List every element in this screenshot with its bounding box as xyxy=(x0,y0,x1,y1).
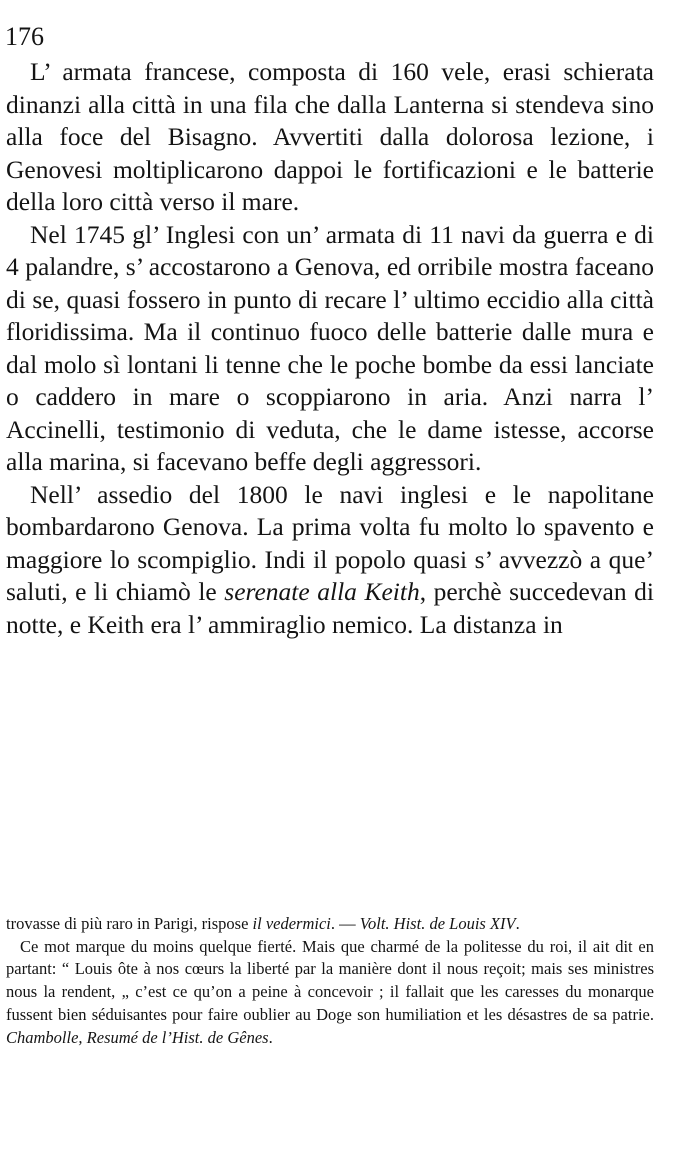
italic-phrase: serenate alla Keith xyxy=(224,577,420,606)
footnote-text: . xyxy=(268,1027,273,1047)
footnote-italic: il vedermici xyxy=(252,914,331,933)
paragraph-text: Nell’ assedio del 1800 le navi inglesi e le napolitane bombardarono Genova. La prima volta fu molto lo spavento e maggiore lo scompiglio. Indi il popolo quasi s’ avvezzò a que’ saluti, e li chiamò le xyxy=(6,479,654,606)
footnote-citation: Chambolle, Resumé de l’Hist. de Gênes xyxy=(6,1027,269,1047)
paragraph-french-fleet: L’ armata francese, composta di 160 vele, erasi schierata dinanzi alla città in una fila che dalla Lanterna si stendeva sino alla foce del Bisagno. Avvertiti dalla dolorosa lezione, i Genovesi moltiplicarono dappoi le fortificazioni e le batterie della loro città verso il mare. xyxy=(6,57,654,216)
main-text xyxy=(6,56,654,641)
footnote-citation: Volt. Hist. de Louis XIV xyxy=(359,914,516,933)
footnotes xyxy=(6,913,654,1049)
footnote-text: trovasse di più raro in Parigi, rispose xyxy=(6,914,253,933)
paragraph-text: , perchè succedevan di notte, e Keith era l’ ammiraglio nemico. La distanza in xyxy=(6,577,654,639)
footnote-text: . — xyxy=(330,914,360,933)
footnote-text: Ce mot marque du moins quelque fierté. Mais que charmé de la politesse du roi, il ait dit en partant: “ Louis ôte à nos cœurs la liberté par la manière dont il nous reçoit; mais ses ministres nous la rendent, „ c’est ce qu’on a peine à concevoir ; il fallait que les caresses du monarque fussent bien séduisantes pour faire oublier au Doge son humiliation et les désastres de sa patrie. xyxy=(6,936,654,1024)
footnote-text: . xyxy=(515,914,520,933)
footnote-french xyxy=(6,936,654,1050)
page-number: 176 xyxy=(5,22,44,51)
footnote-continuation xyxy=(6,913,654,936)
paragraph-siege-1800 xyxy=(6,479,654,642)
paragraph-english-fleet-1745: Nel 1745 gl’ Inglesi con un’ armata di 11 navi da guerra e di 4 palandre, s’ accostarono a Genova, ed orribile mostra faceano di se, quasi fossero in punto di recare l’ ultimo eccidio alla città floridissima. Ma il continuo fuoco delle batterie dalle mura e dal molo sì lontani li tenne che le poche bombe da essi lanciate o caddero in mare o scoppiarono in aria. Anzi narra l’ Accinelli, testimonio di veduta, che le dame istesse, accorse alla marina, si facevano beffe degli aggressori. xyxy=(6,219,654,476)
